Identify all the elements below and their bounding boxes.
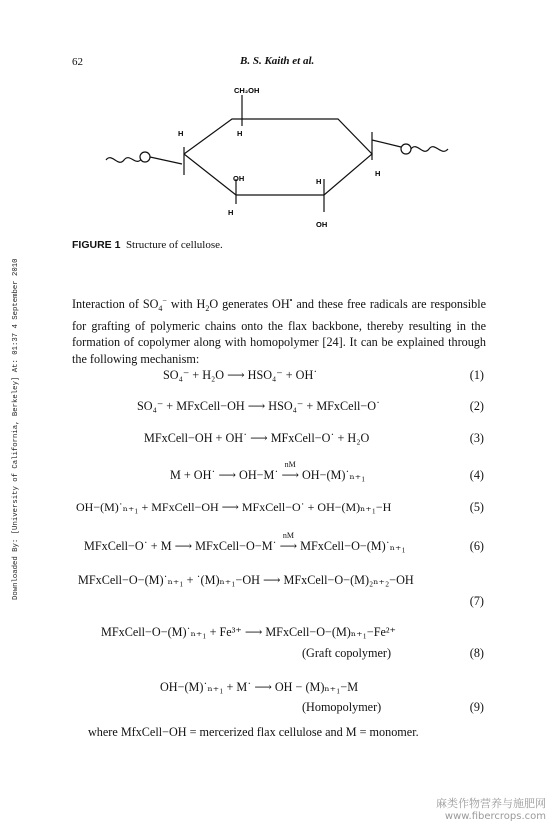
- page-number: 62: [72, 56, 83, 68]
- right-chain-wave: [411, 147, 448, 152]
- watermark-line-1: 麻类作物营养与施肥网: [436, 797, 546, 810]
- label-oh-c3: OH: [233, 174, 245, 183]
- site-watermark: [436, 795, 546, 822]
- equation-number-5: (5): [469, 500, 484, 514]
- equation-number-3: (3): [469, 431, 484, 445]
- cellulose-ring-diagram: [96, 82, 456, 232]
- body-paragraph: Interaction of $SO_4^-$ with $H_2O$ generates OH• and these free radicals are responsible for grafting of polymeric chains onto the flax backbone, thereby resulting in the formation of copolymer along with homopolymer [24]. It can be explained through the following mechanism:: [72, 296, 487, 366]
- left-chain-wave: [106, 158, 142, 163]
- label-oh-c2: OH: [316, 220, 328, 229]
- equation-number-8: (8): [469, 646, 484, 660]
- figure-caption: [72, 239, 223, 251]
- equation-number-7: (7): [469, 594, 484, 608]
- running-header-author: B. S. Kaith et al.: [240, 55, 315, 67]
- equation-4: M + OH˙ ⟶ OH−M˙ nM ⟶ OH−(M)˙ₙ₊₁: [170, 460, 366, 482]
- equation-6: MFxCell−O˙ + M ⟶ MFxCell−O−M˙ nM ⟶ MFxCell−O−(M)˙ₙ₊₁: [84, 531, 406, 553]
- equation-2: SO₄⁻ + MFxCell−OH ⟶ HSO₄⁻ + MFxCell−O˙: [137, 399, 381, 413]
- label-h-c2: H: [316, 177, 322, 186]
- equation-3: MFxCell−OH + OH˙ ⟶ MFxCell−O˙ + H₂O: [144, 431, 370, 445]
- left-oxygen-circle: [140, 152, 150, 162]
- equation-number-2: (2): [469, 399, 484, 413]
- arrow-nm-6: nM ⟶: [279, 531, 298, 553]
- closing-sentence: where MfxCell−OH = mercerized flax cellulose and M = monomer.: [88, 725, 419, 739]
- right-oxygen-circle: [401, 144, 411, 154]
- download-stamp: Downloaded By: [University of California, Berkeley] At: 01:37 4 September 2010: [12, 258, 20, 600]
- equation-number-1: (1): [469, 368, 484, 382]
- equation-1: SO₄⁻ + H₂O ⟶ HSO₄⁻ + OH˙: [163, 368, 318, 382]
- equation-number-4: (4): [469, 468, 484, 482]
- label-h-c4: H: [237, 129, 243, 138]
- equation-8: MFxCell−O−(M)˙ₙ₊₁ + Fe³⁺ ⟶ MFxCell−O−(M)ₙ₊₁−Fe²⁺: [101, 625, 396, 639]
- equation-9: OH−(M)˙ₙ₊₁ + M˙ ⟶ OH − (M)ₙ₊₁−M: [160, 680, 359, 694]
- label-h-left: H: [178, 129, 184, 138]
- label-ch2oh: CH₂OH: [234, 86, 260, 95]
- equation-8-label: (Graft copolymer): [302, 646, 391, 660]
- cellulose-structure-figure: [96, 82, 456, 232]
- arrow-nm-4: nM ⟶: [281, 460, 299, 482]
- equation-5: OH−(M)˙ₙ₊₁ + MFxCell−OH ⟶ MFxCell−O˙ + OH−(M)ₙ₊₁−H: [76, 500, 392, 514]
- figure-label: FIGURE 1: [72, 239, 121, 251]
- equation-7: MFxCell−O−(M)˙ₙ₊₁ + ˙(M)ₙ₊₁−OH ⟶ MFxCell−O−(M)₂ₙ₊₂−OH: [78, 573, 414, 587]
- equation-number-6: (6): [469, 539, 484, 553]
- figure-caption-text: Structure of cellulose.: [125, 239, 223, 251]
- watermark-line-2: www.fibercrops.com: [444, 811, 546, 822]
- label-h-c3: H: [228, 208, 234, 217]
- equation-number-9: (9): [469, 700, 484, 714]
- equation-9-label: (Homopolymer): [302, 700, 382, 714]
- label-h-right: H: [375, 169, 381, 178]
